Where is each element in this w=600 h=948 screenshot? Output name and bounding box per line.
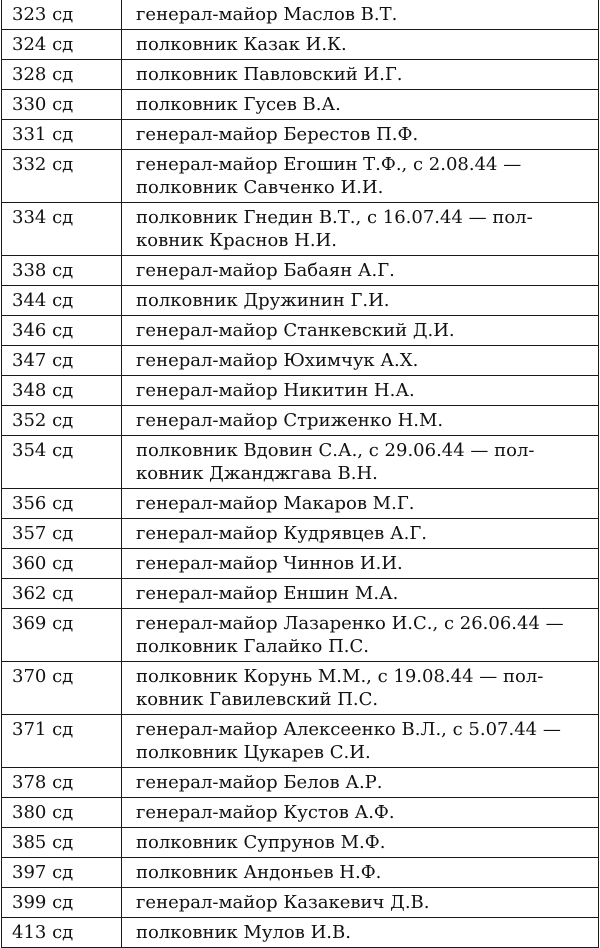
division-cell: 338 сд (2, 256, 122, 286)
commander-line: генерал-майор Берестов П.Ф. (136, 124, 419, 145)
commander-line: генерал-майор Казакевич Д.В. (136, 892, 430, 913)
commander-line: полковник Павловский И.Г. (136, 64, 403, 85)
commander-line: генерал-майор Макаров М.Г. (136, 493, 415, 514)
commander-line: полковник Гнедин В.Т., с 16.07.44 — пол- (136, 207, 533, 228)
commander-cell (122, 286, 599, 316)
commander-cell (122, 376, 599, 406)
division-cell: 413 сд (2, 918, 122, 948)
commander-line: полковник Вдовин С.А., с 29.06.44 — пол- (136, 440, 535, 461)
commander-line: генерал-майор Станкевский Д.И. (136, 320, 455, 341)
table-row (2, 0, 599, 30)
commander-cell (122, 549, 599, 579)
commander-cell (122, 60, 599, 90)
table-row (2, 316, 599, 346)
table-row (2, 828, 599, 858)
division-cell: 360 сд (2, 549, 122, 579)
commander-line: ковник Краснов Н.И. (136, 230, 337, 251)
division-cell: 352 сд (2, 406, 122, 436)
division-cell: 331 сд (2, 120, 122, 150)
division-cell: 332 сд (2, 150, 122, 203)
table-row (2, 346, 599, 376)
commander-line: генерал-майор Лазаренко И.С., с 26.06.44 — (136, 613, 564, 634)
table-row (2, 715, 599, 768)
table-row (2, 376, 599, 406)
division-cell: 354 сд (2, 436, 122, 489)
table-row (2, 609, 599, 662)
commander-line: генерал-майор Никитин Н.А. (136, 380, 415, 401)
table-row (2, 662, 599, 715)
division-cell: 385 сд (2, 828, 122, 858)
commander-cell (122, 90, 599, 120)
commander-line: полковник Савченко И.И. (136, 177, 384, 198)
commander-line: генерал-майор Чиннов И.И. (136, 553, 403, 574)
commander-cell (122, 715, 599, 768)
commander-line: генерал-майор Бабаян А.Г. (136, 260, 395, 281)
division-cell: 369 сд (2, 609, 122, 662)
division-cell: 346 сд (2, 316, 122, 346)
commander-line: генерал-майор Егошин Т.Ф., с 2.08.44 — (136, 154, 522, 175)
commander-line: генерал-майор Стриженко Н.М. (136, 410, 444, 431)
table-row (2, 489, 599, 519)
commander-cell (122, 828, 599, 858)
commander-line: полковник Мулов И.В. (136, 922, 351, 943)
division-cell: 362 сд (2, 579, 122, 609)
commander-line: ковник Гавилевский П.С. (136, 689, 379, 710)
commander-line: генерал-майор Кудрявцев А.Г. (136, 523, 428, 544)
commander-cell (122, 858, 599, 888)
commander-cell (122, 888, 599, 918)
commander-cell (122, 489, 599, 519)
commander-line: полковник Цукарев С.И. (136, 742, 371, 763)
table-row (2, 519, 599, 549)
commander-line: полковник Галайко П.С. (136, 636, 369, 657)
commander-line: генерал-майор Юхимчук А.Х. (136, 350, 419, 371)
commander-cell (122, 30, 599, 60)
commander-cell (122, 436, 599, 489)
commander-line: генерал-майор Алексеенко В.Л., с 5.07.44 — (136, 719, 561, 740)
commander-line: ковник Джанджгава В.Н. (136, 463, 378, 484)
commander-cell (122, 768, 599, 798)
commander-line: генерал-майор Маслов В.Т. (136, 4, 398, 25)
division-cell: 323 сд (2, 0, 122, 30)
commander-line: генерал-майор Белов А.Р. (136, 772, 383, 793)
table-row (2, 286, 599, 316)
commander-line: полковник Корунь М.М., с 19.08.44 — пол- (136, 666, 544, 687)
table-row (2, 549, 599, 579)
division-cell: 347 сд (2, 346, 122, 376)
division-cell: 380 сд (2, 798, 122, 828)
commander-cell (122, 150, 599, 203)
commander-line: полковник Супрунов М.Ф. (136, 832, 386, 853)
table-row (2, 406, 599, 436)
division-cell: 399 сд (2, 888, 122, 918)
commander-line: полковник Гусев В.А. (136, 94, 341, 115)
division-cell: 324 сд (2, 30, 122, 60)
commander-cell (122, 120, 599, 150)
division-cell: 356 сд (2, 489, 122, 519)
commander-cell (122, 579, 599, 609)
division-cell: 344 сд (2, 286, 122, 316)
table-row (2, 436, 599, 489)
table-row (2, 150, 599, 203)
table-row (2, 60, 599, 90)
table-row (2, 768, 599, 798)
table-row (2, 888, 599, 918)
division-cell: 370 сд (2, 662, 122, 715)
commander-line: полковник Казак И.К. (136, 34, 347, 55)
table-row (2, 120, 599, 150)
commander-cell (122, 609, 599, 662)
commander-cell (122, 316, 599, 346)
commander-cell (122, 662, 599, 715)
table-body (2, 0, 599, 948)
table-row (2, 858, 599, 888)
commander-cell (122, 256, 599, 286)
commander-cell (122, 0, 599, 30)
commander-cell (122, 918, 599, 948)
commander-cell (122, 798, 599, 828)
table-row (2, 798, 599, 828)
table-row (2, 30, 599, 60)
table-row (2, 203, 599, 256)
commander-line: генерал-майор Кустов А.Ф. (136, 802, 395, 823)
commander-cell (122, 346, 599, 376)
division-cell: 348 сд (2, 376, 122, 406)
commander-cell (122, 406, 599, 436)
division-cell: 330 сд (2, 90, 122, 120)
commander-cell (122, 203, 599, 256)
commander-cell (122, 519, 599, 549)
division-commanders-table (1, 0, 599, 948)
commander-line: полковник Дружинин Г.И. (136, 290, 390, 311)
commander-line: полковник Андоньев Н.Ф. (136, 862, 382, 883)
division-cell: 371 сд (2, 715, 122, 768)
division-cell: 378 сд (2, 768, 122, 798)
table-row (2, 256, 599, 286)
division-cell: 334 сд (2, 203, 122, 256)
commander-line: генерал-майор Еншин М.А. (136, 583, 399, 604)
division-cell: 357 сд (2, 519, 122, 549)
table-row (2, 90, 599, 120)
division-cell: 397 сд (2, 858, 122, 888)
division-cell: 328 сд (2, 60, 122, 90)
table-row (2, 579, 599, 609)
table-row (2, 918, 599, 948)
